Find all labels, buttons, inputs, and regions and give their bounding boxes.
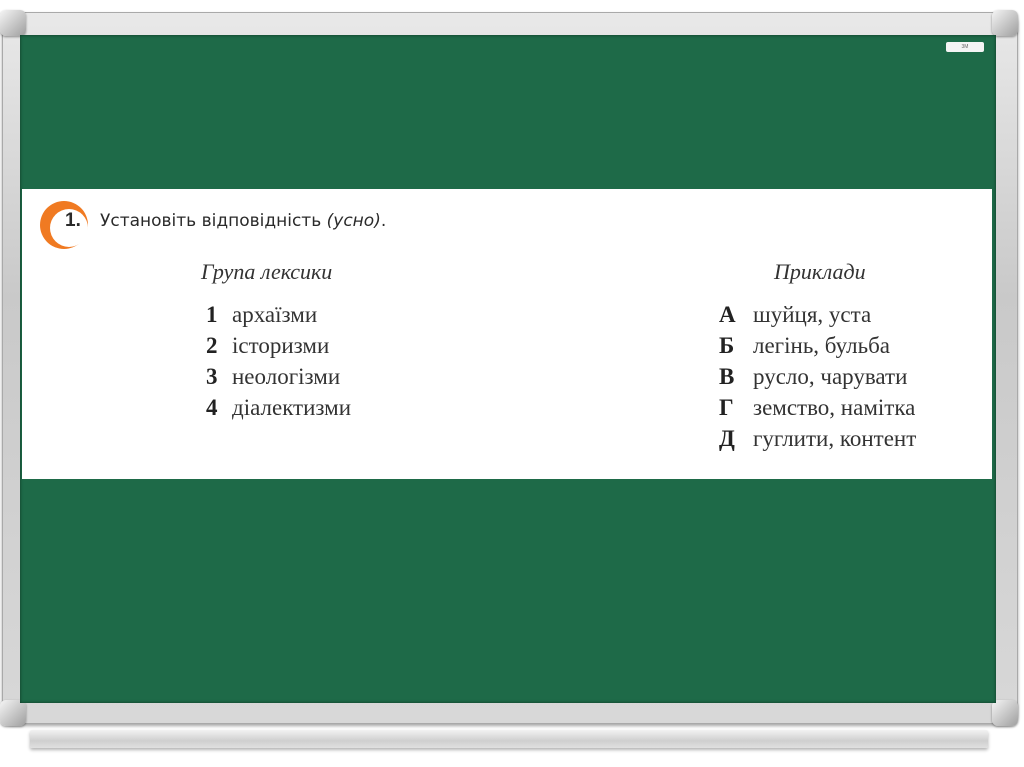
item-text: гуглити, контент: [753, 426, 917, 451]
list-item: [719, 392, 916, 423]
task-mode: (усно): [326, 211, 381, 231]
item-letter: Г: [719, 395, 734, 420]
item-text: земство, намітка: [753, 395, 916, 420]
lexicon-groups-list: [206, 299, 351, 423]
item-text: архаїзми: [232, 302, 318, 327]
list-item: [719, 330, 916, 361]
item-number: 3: [206, 364, 218, 389]
list-item: [206, 392, 351, 423]
list-item: [206, 361, 351, 392]
item-number: 1: [206, 302, 218, 327]
item-text: русло, чарувати: [753, 364, 908, 389]
marker-tray: [30, 730, 988, 748]
item-text: легінь, бульба: [753, 333, 891, 358]
task-instruction-text: Установіть відповідність: [100, 211, 322, 231]
groups-column-heading: Група лексики: [201, 259, 333, 284]
item-text: шуйця, уста: [753, 302, 872, 327]
item-text: історизми: [232, 333, 330, 358]
item-letter: В: [719, 364, 735, 389]
list-item: [719, 361, 916, 392]
item-text: діалектизми: [232, 395, 352, 420]
task-badge-icon: [38, 199, 90, 251]
frame-corner-top-right: [992, 10, 1018, 36]
list-item: [719, 299, 916, 330]
list-item: [206, 330, 351, 361]
item-letter: А: [719, 302, 736, 327]
frame-corner-bottom-right: [992, 700, 1018, 726]
task-instruction: [100, 211, 386, 231]
task-instruction-end: .: [380, 211, 387, 231]
examples-column-heading: Приклади: [774, 259, 866, 284]
list-item: [719, 423, 916, 454]
item-letter: Б: [719, 333, 735, 358]
examples-list: [719, 299, 916, 454]
brand-label: 3M: [946, 42, 984, 52]
item-text: неологізми: [232, 364, 341, 389]
list-item: [206, 299, 351, 330]
exercise-panel: [22, 189, 992, 479]
task-number: 1.: [65, 210, 81, 231]
frame-corner-bottom-left: [0, 700, 26, 726]
item-number: 2: [206, 333, 218, 358]
item-number: 4: [206, 395, 218, 420]
item-letter: Д: [719, 426, 735, 451]
frame-corner-top-left: [0, 10, 26, 36]
